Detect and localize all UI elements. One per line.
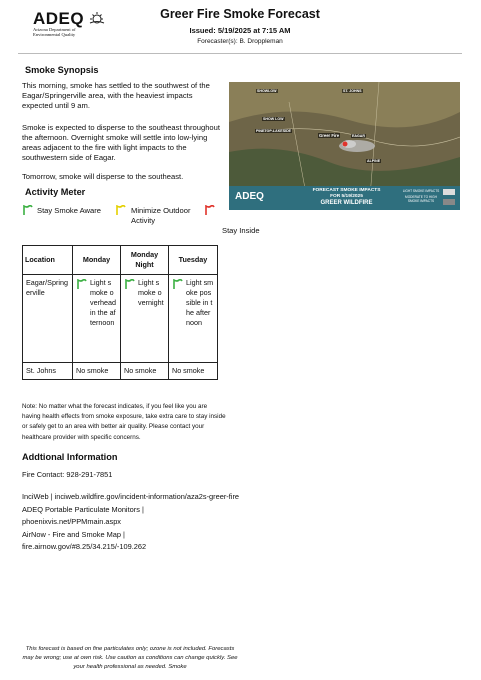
map-banner-line-2: FOR 5/19/2025 bbox=[330, 194, 363, 199]
map-banner-line-3: GREER WILDFIRE bbox=[320, 200, 373, 206]
map-label-show-low: SHOW LOW bbox=[263, 117, 284, 121]
synopsis-heading: Smoke Synopsis bbox=[25, 65, 99, 75]
table-row bbox=[23, 363, 218, 380]
red-flag-icon bbox=[205, 205, 215, 215]
green-flag-icon bbox=[76, 279, 88, 289]
header-location: Location bbox=[23, 246, 73, 275]
yellow-flag-icon bbox=[116, 205, 126, 215]
green-flag-icon bbox=[23, 205, 33, 215]
forecast-cell: No smoke bbox=[121, 363, 169, 380]
forecast-cell bbox=[169, 275, 218, 363]
map-label-showlow: SHOWLOW bbox=[257, 89, 277, 93]
table-header-row bbox=[23, 246, 218, 275]
synopsis-paragraph-1: This morning, smoke has settled to the southwest of the Eagar/Springerville area, with the heaviest impacts expected until 9 am. bbox=[22, 81, 210, 110]
map-banner-line-1: FORECAST SMOKE IMPACTS bbox=[312, 188, 381, 193]
forecast-cell bbox=[73, 275, 121, 363]
page-title: Greer Fire Smoke Forecast bbox=[160, 7, 320, 21]
inciweb-link[interactable]: InciWeb | inciweb.wildfire.gov/incident-information/aza2s-greer-fire bbox=[22, 492, 240, 501]
forecast-cell: No smoke bbox=[73, 363, 121, 380]
activity-minimize-outdoor: Minimize Outdoor Activity bbox=[131, 206, 191, 225]
header-divider bbox=[18, 53, 462, 54]
activity-stay-inside: Stay Inside bbox=[222, 226, 260, 235]
health-note: Note: No matter what the forecast indicates, if you feel like you are having health effects from smoke exposure, take extra care to stay inside or safely get to an area with better air quality. Please contact your healthcare provider with specific concerns. bbox=[22, 403, 226, 441]
map-banner-logo: ADEQ bbox=[235, 191, 264, 202]
synopsis-paragraph-2: Smoke is expected to disperse to the southeast throughout the afternoon. Overnight smoke will settle into low-lying areas adjacent to the fire with light impacts to the southwestern side of Eagar. bbox=[22, 123, 220, 162]
legend-light-swatch bbox=[443, 189, 455, 195]
map-label-pinetop: PINETOP-LAKESIDE bbox=[256, 129, 292, 133]
adeq-logo: ADEQ bbox=[33, 9, 85, 28]
resource-links bbox=[22, 491, 242, 554]
green-flag-icon bbox=[124, 279, 136, 289]
logo-sun-icon bbox=[89, 11, 105, 25]
header-tuesday: Tuesday bbox=[169, 246, 218, 275]
forecast-text: Light smoke overnight bbox=[138, 278, 164, 307]
additional-info-heading: Addtional Information bbox=[22, 452, 118, 462]
location-cell: Eagar/Springerville bbox=[23, 275, 73, 363]
forecast-text: Light smoke possible in the afternoon bbox=[186, 278, 214, 327]
adeq-logo-subtitle: Arizona Department of Environmental Quality bbox=[33, 27, 76, 37]
header-monday: Monday bbox=[73, 246, 121, 275]
fire-contact: Fire Contact: 928-291-7851 bbox=[22, 470, 113, 479]
legend-moderate-swatch bbox=[443, 199, 455, 205]
activity-meter-heading: Activity Meter bbox=[25, 187, 86, 197]
map-banner bbox=[229, 186, 460, 210]
green-flag-icon bbox=[172, 279, 184, 289]
legend-light-label: LIGHT SMOKE IMPACTS bbox=[402, 189, 440, 193]
forecast-cell bbox=[121, 275, 169, 363]
issued-date: Issued: 5/19/2025 at 7:15 AM bbox=[189, 26, 291, 35]
activity-stay-smoke-aware: Stay Smoke Aware bbox=[37, 206, 102, 215]
airnow-link[interactable]: AirNow - Fire and Smoke Map | fire.airnow.gov/#8.25/34.215/-109.262 bbox=[22, 529, 147, 552]
synopsis-paragraph-3: Tomorrow, smoke will disperse to the southeast. bbox=[22, 172, 184, 181]
forecast-text: Light smoke overhead in the afternoon bbox=[90, 278, 116, 327]
legend-moderate-label: MODERATE TO HIGH SMOKE IMPACTS bbox=[405, 195, 437, 203]
table-row bbox=[23, 275, 218, 363]
header-monday-night: Monday Night bbox=[121, 246, 169, 275]
map-label-greer-fire: Greer Fire bbox=[319, 133, 340, 138]
location-cell: St. Johns bbox=[23, 363, 73, 380]
map-label-eagar: EAGAR bbox=[352, 134, 365, 138]
forecast-cell: No smoke bbox=[169, 363, 218, 380]
adeq-monitors-link[interactable]: ADEQ Portable Particulate Monitors | phoenixvis.net/PPMmain.aspx bbox=[22, 504, 144, 527]
disclaimer-footer: This forecast is based on fine particulates only; ozone is not included. Forecasts may be wrong; use at own risk. Use caution as conditions can change quickly. See your health professional as needed. Smoke bbox=[22, 646, 238, 670]
forecast-table bbox=[22, 245, 218, 380]
forecaster: Forecaster(s): B. Droppleman bbox=[197, 38, 283, 45]
map-label-alpine: ALPINE bbox=[367, 159, 381, 163]
map-label-st-johns: ST. JOHNS bbox=[343, 89, 362, 93]
